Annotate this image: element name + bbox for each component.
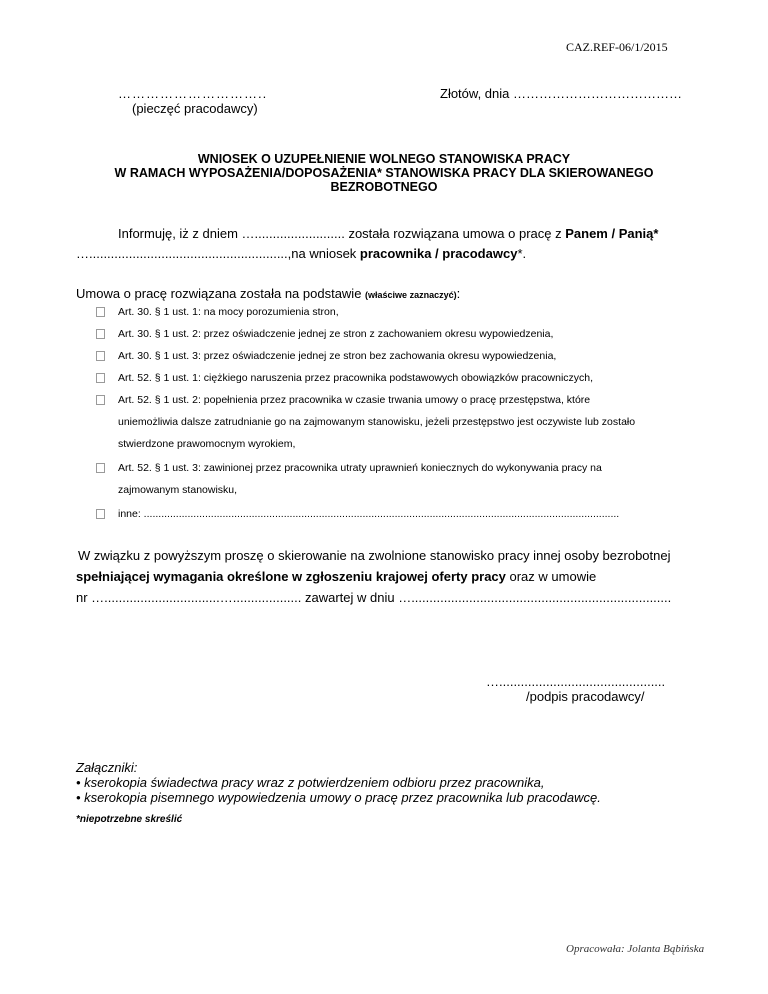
document-reference: CAZ.REF-06/1/2015 [566,40,668,54]
checkbox[interactable] [96,509,105,519]
title-line-1: WNIOSEK O UZUPEŁNIENIE WOLNEGO STANOWISKA PRACY [197,152,571,166]
option-item[interactable]: inne: ................................................................................................................................................................... [96,503,619,525]
title-line-2: W RAMACH WYPOSAŻENIA/DOPOSAŻENIA* STANOWISKA PRACY DLA SKIEROWANEGO [114,166,654,180]
checkbox[interactable] [96,307,105,317]
attachments [76,760,601,805]
author-credit: Opracowała: Jolanta Bąbińska [566,943,705,955]
option-item[interactable]: Art. 30. § 1 ust. 2: przez oświadczenie jednej ze stron z zachowaniem okresu wypowiedzenia, [96,323,553,345]
place-date: Złotów, dnia ………………………………… [440,86,682,101]
attachments-heading: Załączniki: [76,760,138,775]
option-item[interactable]: Art. 52. § 1 ust. 1: ciężkiego naruszenia przez pracownika podstawowych obowiązków pracowniczych, [96,367,593,389]
option-item[interactable]: Art. 30. § 1 ust. 1: na mocy porozumienia stron, [96,301,339,323]
checkbox[interactable] [96,351,105,361]
intro-line-2: ….......................................................,na wniosek pracownika / pracodawcy*. [76,246,527,261]
basis-heading: Umowa o pracę rozwiązana została na podstawie (właściwe zaznaczyć): [76,286,461,301]
stamp-placeholder: ………………………….. [118,86,268,101]
signature-label: /podpis pracodawcy/ [526,689,645,704]
option-item[interactable]: Art. 52. § 1 ust. 3: zawinionej przez pracownika utraty uprawnień koniecznych do wykonywania pracy na zajmowanym stanowisku, [96,457,602,501]
attachment-item: • kserokopia świadectwa pracy wraz z potwierdzeniem odbioru przez pracownika, [76,775,545,790]
request-line-2: spełniającej wymagania określone w zgłoszeniu krajowej oferty pracy oraz w umowie [76,569,597,584]
option-item[interactable]: Art. 30. § 1 ust. 3: przez oświadczenie jednej ze stron bez zachowania okresu wypowiedzenia, [96,345,556,367]
checkbox[interactable] [96,463,105,473]
footnote: *niepotrzebne skreślić [76,814,183,825]
checkbox[interactable] [96,329,105,339]
title-line-3: BEZROBOTNEGO [330,180,438,194]
attachment-item: • kserokopia pisemnego wypowiedzenia umowy o pracę przez pracownika lub pracodawcę. [76,790,601,805]
checkbox[interactable] [96,373,105,383]
request-line-3: nr …................................…................... zawartej w dniu …........................................................................ [76,590,672,605]
stamp-label: (pieczęć pracodawcy) [132,101,258,116]
intro-line-1: Informuję, iż z dniem …......................... została rozwiązana umowa o pracę z Panem / Panią* [118,226,659,241]
option-item[interactable]: Art. 52. § 1 ust. 2: popełnienia przez pracownika w czasie trwania umowy o pracę przestępstwa, które uniemożliwia dalsze zatrudnianie go na zajmowanym stanowisku, jeżeli przestępstwo jest oczywiste lub zostało stwierdzone prawomocnym wyrokiem, [96,389,635,455]
form-title [0,152,768,194]
checkbox[interactable] [96,395,105,405]
request-line-1: W związku z powyższym proszę o skierowanie na zwolnione stanowisko pracy innej osoby bezrobotnej [78,548,671,563]
signature-placeholder: ….............................................. [486,674,666,689]
